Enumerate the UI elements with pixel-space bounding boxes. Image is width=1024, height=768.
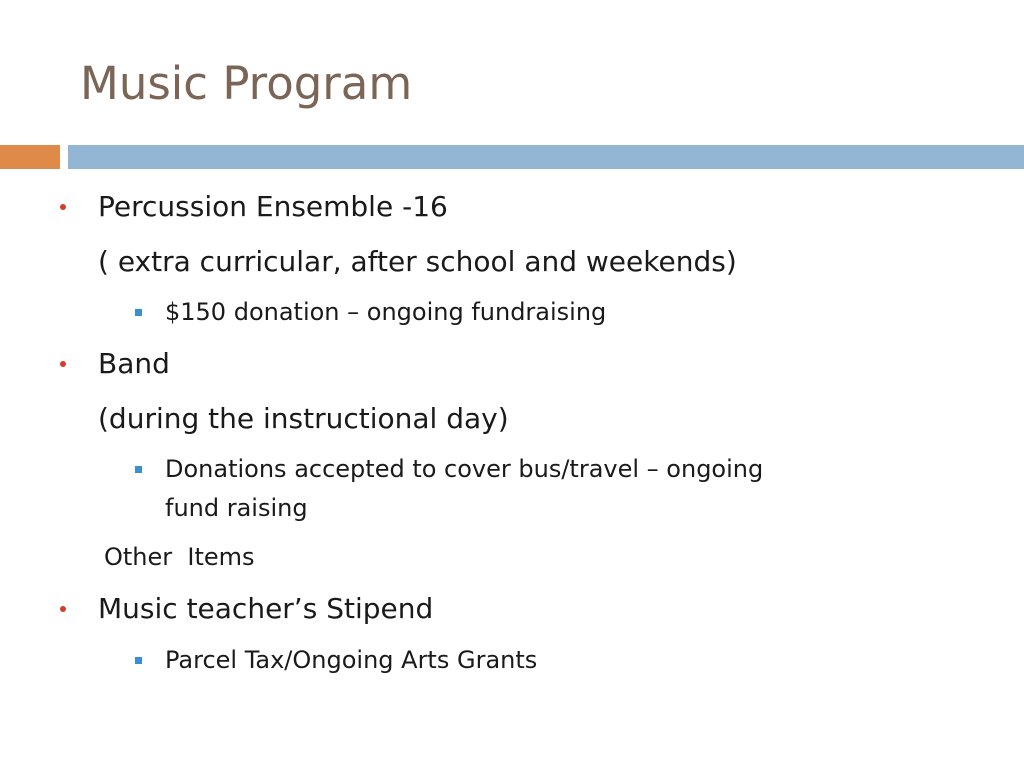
bullet-percussion-ensemble: Percussion Ensemble -16 — [98, 190, 448, 223]
bullet-dot-icon — [60, 361, 66, 367]
bullet-square-icon — [135, 309, 142, 316]
bullet-square-icon — [135, 657, 142, 664]
other-items-label: Other Items — [104, 543, 255, 571]
percussion-ensemble-note: ( extra curricular, after school and weekends) — [98, 245, 737, 278]
accent-bar-blue — [68, 145, 1024, 169]
slide-title: Music Program — [80, 57, 413, 110]
sub-bullet-band-donations: Donations accepted to cover bus/travel – ongoing — [165, 455, 764, 483]
accent-bar-orange — [0, 145, 60, 169]
bullet-dot-icon — [60, 606, 66, 612]
sub-bullet-percussion-donation: $150 donation – ongoing fundraising — [165, 298, 607, 326]
band-note: (during the instructional day) — [98, 402, 509, 435]
sub-bullet-band-donations-cont: fund raising — [165, 494, 308, 522]
sub-bullet-parcel-tax: Parcel Tax/Ongoing Arts Grants — [165, 646, 538, 674]
bullet-band: Band — [98, 347, 170, 380]
bullet-dot-icon — [60, 204, 66, 210]
bullet-music-teacher-stipend: Music teacher’s Stipend — [98, 592, 434, 625]
bullet-square-icon — [135, 466, 142, 473]
